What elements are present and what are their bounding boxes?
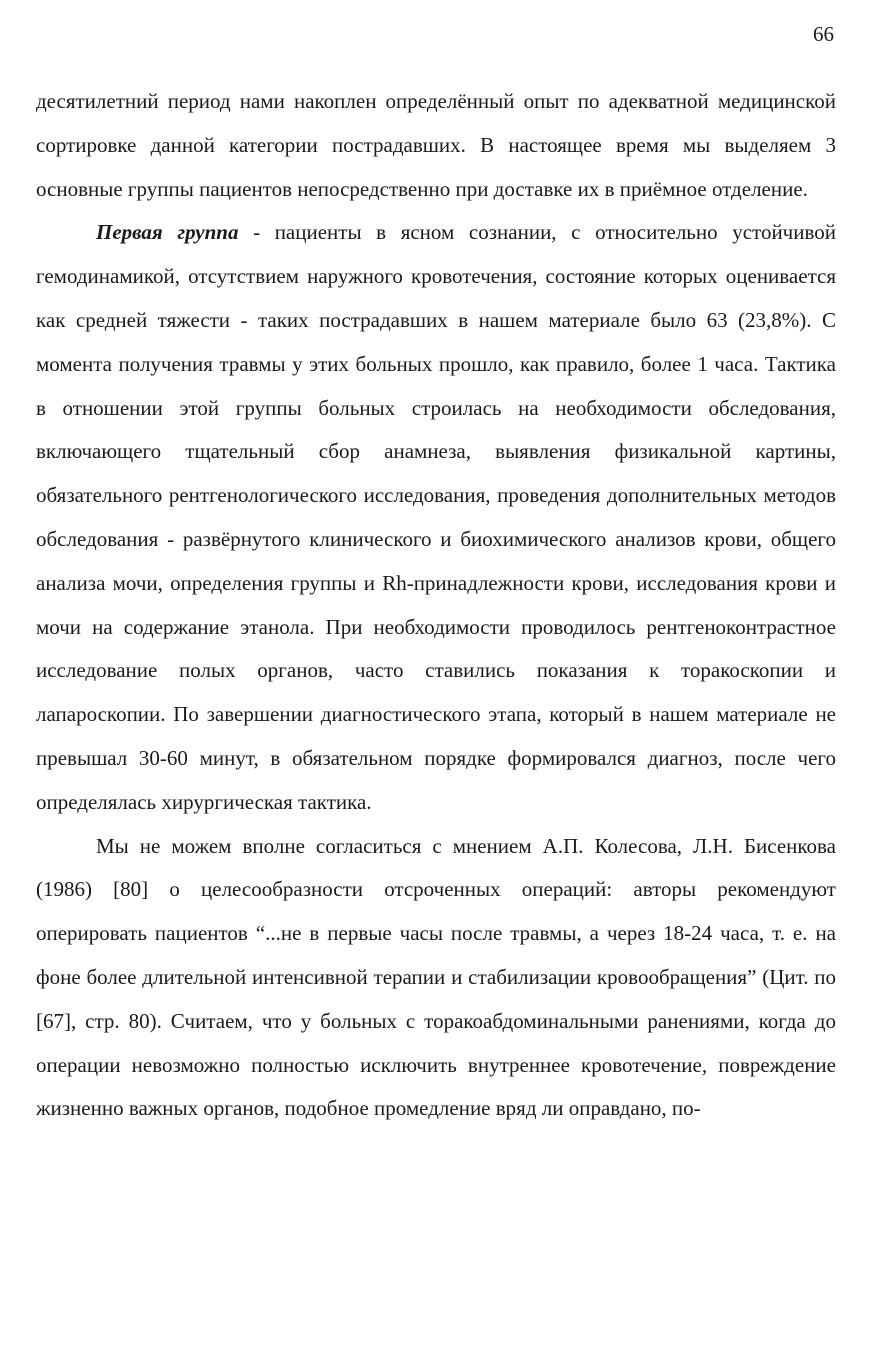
paragraph-body: - пациенты в ясном сознании, с относительно устойчивой гемодинамикой, отсутствием наружного кровотечения, состояние которых оценивается как средней тяжести - таких пострадавших в нашем материале было 63 (23,8%). С момента получения травмы у этих больных прошло, как правило, более 1 часа. Тактика в отношении этой группы больных строилась на необходимости обследования, включающего тщательный сбор анамнеза, выявления физикальной картины, обязательного рентгенологического исследования, проведения дополнительных методов обследования - развёрнутого клинического и биохимического анализов крови, общего анализа мочи, определения группы и Rh-принадлежности крови, исследования крови и мочи на содержание этанола. При необходимости проводилось рентгеноконтрастное исследование полых органов, часто ставились показания к торакоскопии и лапароскопии. По завершении диагностического этапа, который в нашем материале не превышал 30-60 минут, в обязательном порядке формировался диагноз, после чего определялась хирургическая тактика. <box>36 220 836 814</box>
paragraph-lead-term: Первая группа <box>96 220 239 245</box>
page-number: 66 <box>813 22 834 46</box>
paragraph-discussion: Мы не можем вполне согласиться с мнением А.П. Колесова, Л.Н. Бисенкова (1986) [80] о целесообразности отсроченных операций: авторы рекомендуют оперировать пациентов “...не в первые часы после травмы, а через 18-24 часа, т. е. на фоне более длительной интенсивной терапии и стабилизации кровообращения” (Цит. по [67], стр. 80). Считаем, что у больных с торакоабдоминальными ранениями, когда до операции невозможно полностью исключить внутреннее кровотечение, повреждение жизненно важных органов, подобное промедление вряд ли оправдано, по- <box>36 833 836 1121</box>
paragraph-continuation: десятилетний период нами накоплен определённый опыт по адекватной медицинской сортировке данной категории пострадавших. В настоящее время мы выделяем 3 основные группы пациентов непосредственно при доставке их в приёмное отделение. <box>36 89 836 201</box>
document-body <box>36 80 836 1131</box>
paragraph-first-group <box>36 211 836 824</box>
